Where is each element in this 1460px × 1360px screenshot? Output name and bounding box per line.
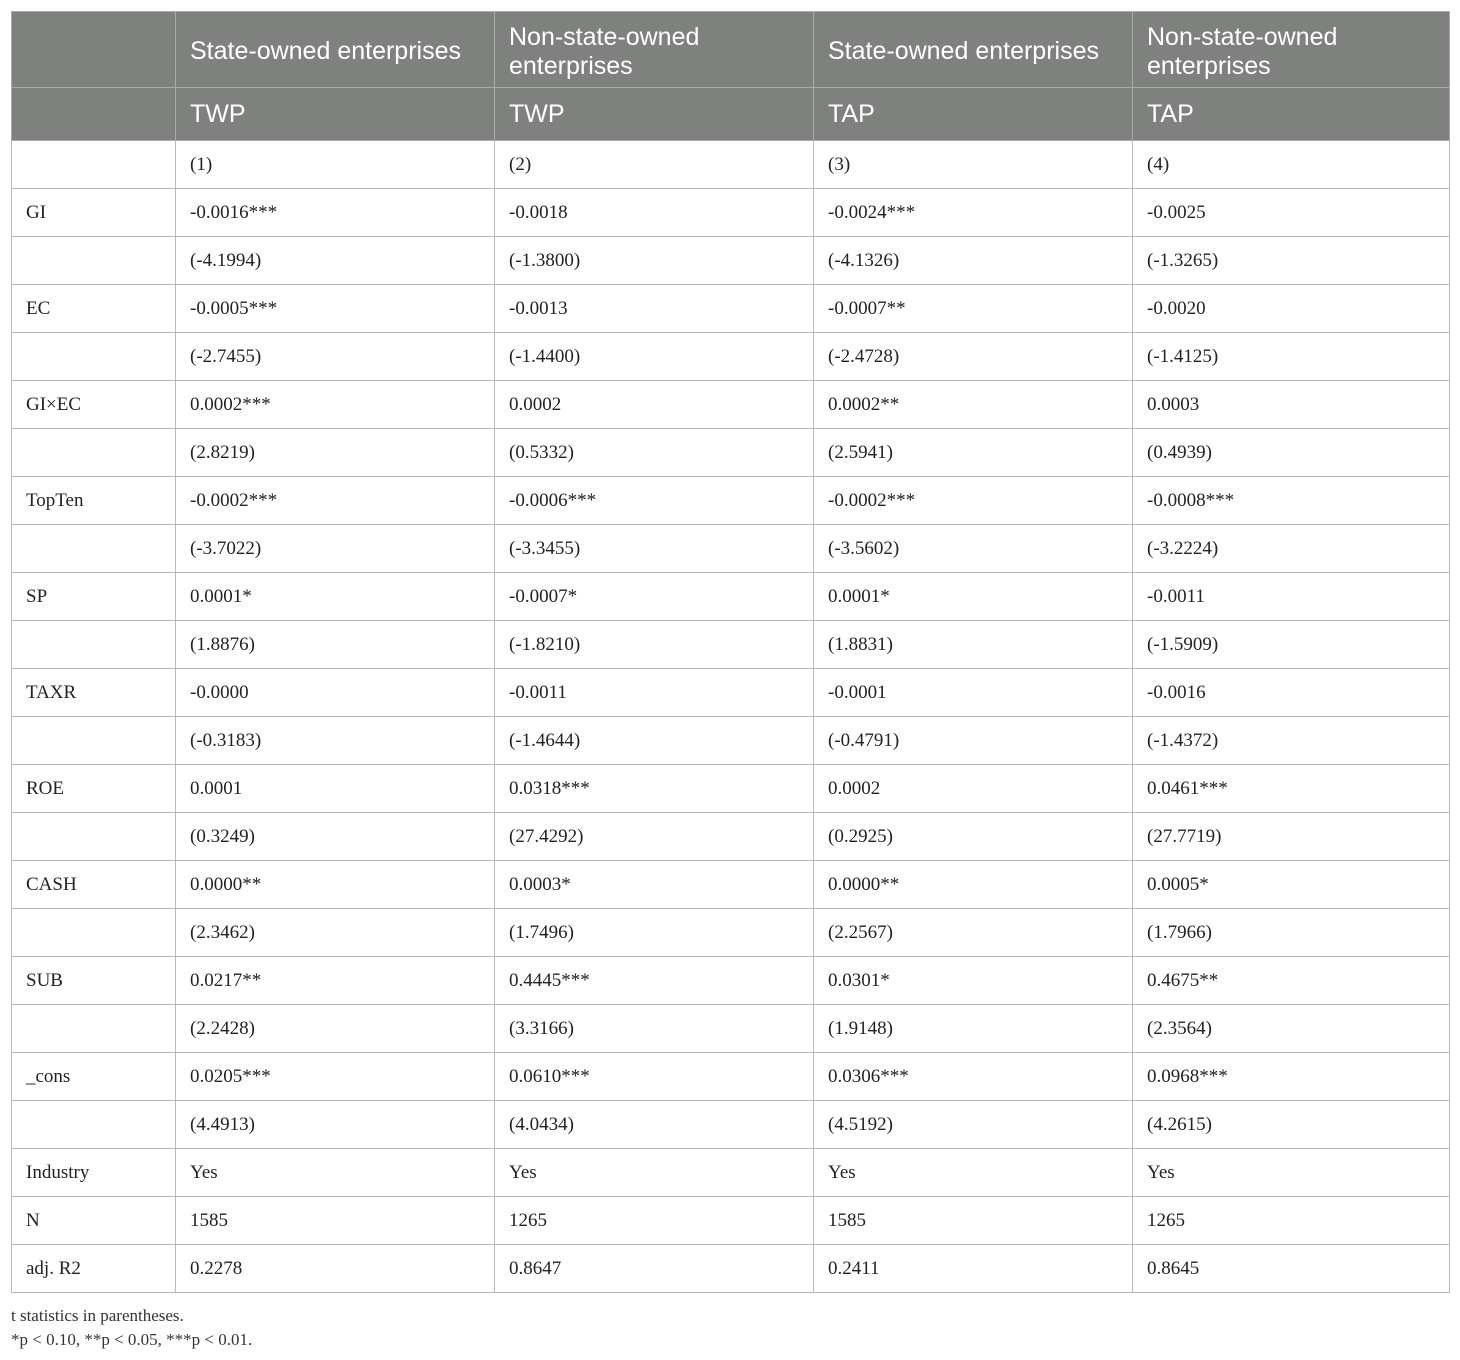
table-row — [12, 1005, 1450, 1053]
row-label-cell — [12, 621, 176, 669]
table-row — [12, 1245, 1450, 1293]
header-depvar-col2: TWP — [495, 88, 814, 141]
table-row — [12, 189, 1450, 237]
table-cell: (3.3166) — [495, 1005, 814, 1053]
table-row — [12, 813, 1450, 861]
row-label-cell — [12, 1005, 176, 1053]
table-cell: (27.7719) — [1133, 813, 1450, 861]
table-row — [12, 525, 1450, 573]
table-cell: -0.0011 — [495, 669, 814, 717]
table-cell: -0.0005*** — [176, 285, 495, 333]
table-cell: -0.0008*** — [1133, 477, 1450, 525]
table-cell: -0.0006*** — [495, 477, 814, 525]
table-cell: -0.0002*** — [176, 477, 495, 525]
table-row — [12, 717, 1450, 765]
table-cell: 0.0003 — [1133, 381, 1450, 429]
table-cell: 1585 — [176, 1197, 495, 1245]
table-cell: 1585 — [814, 1197, 1133, 1245]
row-label-cell: SUB — [12, 957, 176, 1005]
table-cell: 0.4675** — [1133, 957, 1450, 1005]
table-cell: 1265 — [1133, 1197, 1450, 1245]
table-cell: 0.0001* — [176, 573, 495, 621]
header-row-dependent-variable — [12, 88, 1450, 141]
table-cell: 0.0318*** — [495, 765, 814, 813]
table-row — [12, 429, 1450, 477]
header-depvar-col1: TWP — [176, 88, 495, 141]
table-cell: -0.0007* — [495, 573, 814, 621]
table-row — [12, 333, 1450, 381]
table-cell: (2.2428) — [176, 1005, 495, 1053]
row-label-cell — [12, 429, 176, 477]
table-cell: 0.0005* — [1133, 861, 1450, 909]
table-cell: 0.0217** — [176, 957, 495, 1005]
table-cell: 0.0205*** — [176, 1053, 495, 1101]
header-corner — [12, 12, 176, 88]
table-cell: (-2.7455) — [176, 333, 495, 381]
table-row — [12, 573, 1450, 621]
table-cell: (-3.3455) — [495, 525, 814, 573]
header-ownership-col2: Non-state-owned enterprises — [495, 12, 814, 88]
table-cell: (4.0434) — [495, 1101, 814, 1149]
table-row — [12, 237, 1450, 285]
table-cell: 0.0003* — [495, 861, 814, 909]
table-cell: (2) — [495, 141, 814, 189]
regression-table-container — [11, 11, 1449, 1293]
table-row — [12, 861, 1450, 909]
table-cell: -0.0011 — [1133, 573, 1450, 621]
header-ownership-col4: Non-state-owned enterprises — [1133, 12, 1450, 88]
table-row — [12, 381, 1450, 429]
table-cell: 0.0002** — [814, 381, 1133, 429]
table-cell: (-4.1994) — [176, 237, 495, 285]
table-cell: -0.0001 — [814, 669, 1133, 717]
note-significance-levels: *p < 0.10, **p < 0.05, ***p < 0.01. — [11, 1330, 253, 1349]
table-cell: (1) — [176, 141, 495, 189]
table-cell: (4.5192) — [814, 1101, 1133, 1149]
table-cell: (-1.8210) — [495, 621, 814, 669]
table-cell: 0.2278 — [176, 1245, 495, 1293]
table-cell: (-0.3183) — [176, 717, 495, 765]
row-label-cell — [12, 525, 176, 573]
table-row — [12, 285, 1450, 333]
header-depvar-col4: TAP — [1133, 88, 1450, 141]
table-cell: (2.2567) — [814, 909, 1133, 957]
table-cell: (-4.1326) — [814, 237, 1133, 285]
header-row-ownership — [12, 12, 1450, 88]
table-cell: 0.0000** — [176, 861, 495, 909]
table-notes — [11, 1304, 252, 1352]
table-cell: (1.7496) — [495, 909, 814, 957]
row-label-cell: _cons — [12, 1053, 176, 1101]
table-cell: (2.3462) — [176, 909, 495, 957]
header-corner-2 — [12, 88, 176, 141]
row-label-cell: Industry — [12, 1149, 176, 1197]
table-cell: 0.0001 — [176, 765, 495, 813]
table-row — [12, 1053, 1450, 1101]
table-row — [12, 621, 1450, 669]
row-label-cell — [12, 333, 176, 381]
table-cell: 0.8645 — [1133, 1245, 1450, 1293]
header-depvar-col3: TAP — [814, 88, 1133, 141]
table-cell: 0.0610*** — [495, 1053, 814, 1101]
table-cell: 0.0000** — [814, 861, 1133, 909]
table-cell: -0.0024*** — [814, 189, 1133, 237]
table-cell: (1.9148) — [814, 1005, 1133, 1053]
table-cell: (-1.3800) — [495, 237, 814, 285]
row-label-cell: EC — [12, 285, 176, 333]
table-cell: Yes — [495, 1149, 814, 1197]
table-cell: -0.0002*** — [814, 477, 1133, 525]
table-cell: (-3.7022) — [176, 525, 495, 573]
table-row — [12, 957, 1450, 1005]
row-label-cell: ROE — [12, 765, 176, 813]
table-cell: -0.0025 — [1133, 189, 1450, 237]
table-cell: (0.3249) — [176, 813, 495, 861]
table-cell: (0.5332) — [495, 429, 814, 477]
table-cell: (1.8876) — [176, 621, 495, 669]
note-t-statistics: t statistics in parentheses. — [11, 1306, 184, 1325]
header-ownership-col1: State-owned enterprises — [176, 12, 495, 88]
row-label-cell — [12, 717, 176, 765]
row-label-cell: adj. R2 — [12, 1245, 176, 1293]
row-label-cell: CASH — [12, 861, 176, 909]
regression-table — [11, 11, 1450, 1293]
table-cell: (0.4939) — [1133, 429, 1450, 477]
table-cell: 0.2411 — [814, 1245, 1133, 1293]
table-cell: (1.7966) — [1133, 909, 1450, 957]
row-label-cell — [12, 141, 176, 189]
table-cell: Yes — [176, 1149, 495, 1197]
table-cell: (27.4292) — [495, 813, 814, 861]
table-cell: (-3.5602) — [814, 525, 1133, 573]
table-cell: Yes — [814, 1149, 1133, 1197]
table-row — [12, 765, 1450, 813]
table-cell: 0.0002 — [814, 765, 1133, 813]
table-cell: (-1.4372) — [1133, 717, 1450, 765]
table-body — [12, 141, 1450, 1293]
table-cell: (2.3564) — [1133, 1005, 1450, 1053]
table-row — [12, 141, 1450, 189]
table-cell: 0.8647 — [495, 1245, 814, 1293]
table-row — [12, 477, 1450, 525]
row-label-cell — [12, 813, 176, 861]
table-cell: (3) — [814, 141, 1133, 189]
table-row — [12, 909, 1450, 957]
table-cell: 0.4445*** — [495, 957, 814, 1005]
table-cell: -0.0020 — [1133, 285, 1450, 333]
table-cell: (2.5941) — [814, 429, 1133, 477]
table-cell: -0.0018 — [495, 189, 814, 237]
table-cell: 0.0002 — [495, 381, 814, 429]
table-row — [12, 1149, 1450, 1197]
row-label-cell: SP — [12, 573, 176, 621]
table-cell: 0.0968*** — [1133, 1053, 1450, 1101]
table-row — [12, 669, 1450, 717]
table-cell: -0.0007** — [814, 285, 1133, 333]
table-cell: 0.0001* — [814, 573, 1133, 621]
row-label-cell — [12, 1101, 176, 1149]
table-cell: 0.0306*** — [814, 1053, 1133, 1101]
row-label-cell: N — [12, 1197, 176, 1245]
table-cell: (2.8219) — [176, 429, 495, 477]
table-cell: 0.0461*** — [1133, 765, 1450, 813]
table-cell: (-1.4125) — [1133, 333, 1450, 381]
table-cell: (-2.4728) — [814, 333, 1133, 381]
table-cell: -0.0016 — [1133, 669, 1450, 717]
table-cell: (4.2615) — [1133, 1101, 1450, 1149]
table-cell: -0.0000 — [176, 669, 495, 717]
row-label-cell: TopTen — [12, 477, 176, 525]
table-cell: (-1.3265) — [1133, 237, 1450, 285]
table-cell: (-1.5909) — [1133, 621, 1450, 669]
table-cell: (4) — [1133, 141, 1450, 189]
header-ownership-col3: State-owned enterprises — [814, 12, 1133, 88]
row-label-cell — [12, 237, 176, 285]
table-cell: 1265 — [495, 1197, 814, 1245]
row-label-cell — [12, 909, 176, 957]
table-cell: (1.8831) — [814, 621, 1133, 669]
row-label-cell: TAXR — [12, 669, 176, 717]
table-cell: (-0.4791) — [814, 717, 1133, 765]
table-row — [12, 1101, 1450, 1149]
table-cell: (-3.2224) — [1133, 525, 1450, 573]
table-cell: (0.2925) — [814, 813, 1133, 861]
table-cell: 0.0301* — [814, 957, 1133, 1005]
table-row — [12, 1197, 1450, 1245]
table-cell: (-1.4644) — [495, 717, 814, 765]
table-cell: (4.4913) — [176, 1101, 495, 1149]
table-cell: 0.0002*** — [176, 381, 495, 429]
table-cell: -0.0016*** — [176, 189, 495, 237]
table-cell: Yes — [1133, 1149, 1450, 1197]
table-header — [12, 12, 1450, 141]
row-label-cell: GI×EC — [12, 381, 176, 429]
row-label-cell: GI — [12, 189, 176, 237]
table-cell: (-1.4400) — [495, 333, 814, 381]
table-cell: -0.0013 — [495, 285, 814, 333]
